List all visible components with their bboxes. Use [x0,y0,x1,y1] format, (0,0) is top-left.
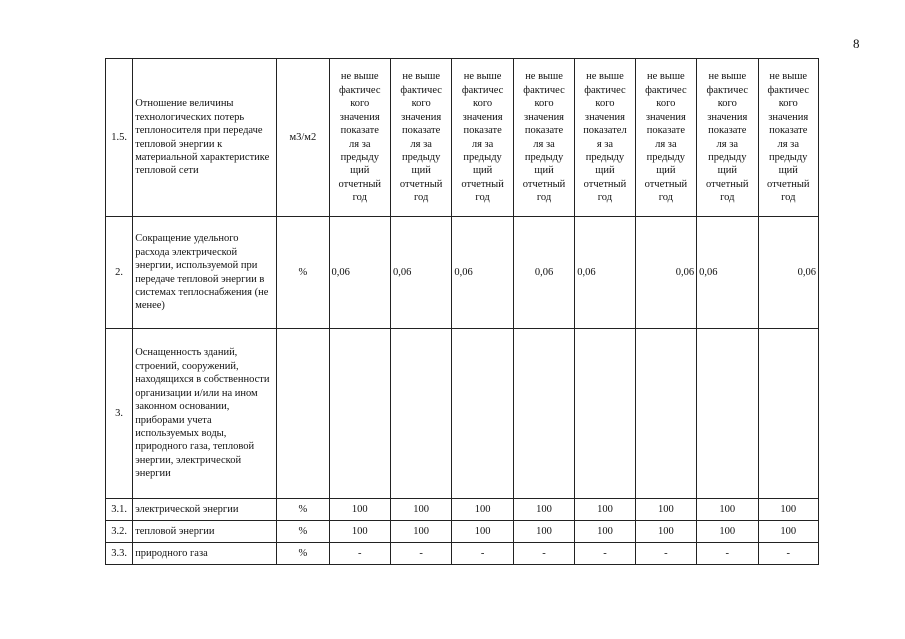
value-cell: 100 [758,499,819,521]
row-unit [277,329,329,499]
value-cell: 100 [575,521,635,543]
table-row [106,217,819,329]
row-name: Сокращение удельного расхода электрической энергии, используемой при передаче тепловой энергии в системах теплоснабжения (не менее) [133,217,277,329]
value-cell [635,329,696,499]
value-cell: 0,06 [575,217,635,329]
indicators-table [105,58,819,565]
row-number: 3.1. [106,499,133,521]
value-cell: 100 [635,521,696,543]
row-number: 1.5. [106,59,133,217]
value-cell [513,329,574,499]
value-cell: 100 [390,521,451,543]
value-cell: 0,06 [329,217,390,329]
value-cell: не выше фактичес кого значения показате ля за предыду щий отчетный год [390,59,451,217]
row-unit: % [277,543,329,565]
value-cell: не выше фактичес кого значения показател я за предыду щий отчетный год [575,59,635,217]
value-cell: 100 [635,499,696,521]
row-name: тепловой энергии [133,521,277,543]
row-unit: % [277,521,329,543]
value-cell: 100 [390,499,451,521]
value-cell: не выше фактичес кого значения показате ля за предыду щий отчетный год [329,59,390,217]
row-name: Оснащенность зданий, строений, сооружений, находящихся в собственности организации и/или на ином законном основании, приборами учета используемых воды, природного газа, тепловой энергии, электрической энергии [133,329,277,499]
value-cell: - [329,543,390,565]
value-cell: не выше фактичес кого значения показате ля за предыду щий отчетный год [513,59,574,217]
value-cell: 0,06 [513,217,574,329]
value-cell: 0,06 [390,217,451,329]
table-row [106,499,819,521]
value-cell: 100 [329,499,390,521]
value-cell [390,329,451,499]
row-name: Отношение величины технологических потерь теплоносителя при передаче тепловой энергии к материальной характеристике тепловой сети [133,59,277,217]
value-cell: не выше фактичес кого значения показате ля за предыду щий отчетный год [452,59,513,217]
row-name: электрической энергии [133,499,277,521]
value-cell: не выше фактичес кого значения показате ля за предыду щий отчетный год [758,59,819,217]
value-cell: 0,06 [697,217,758,329]
value-cell: - [635,543,696,565]
row-unit: % [277,217,329,329]
value-cell: - [758,543,819,565]
table-row [106,543,819,565]
row-number: 3. [106,329,133,499]
value-cell [758,329,819,499]
value-cell: 100 [452,521,513,543]
value-cell [697,329,758,499]
value-cell [452,329,513,499]
value-cell: 0,06 [452,217,513,329]
value-cell: 100 [329,521,390,543]
row-number: 2. [106,217,133,329]
value-cell: 100 [513,499,574,521]
value-cell: 0,06 [758,217,819,329]
value-cell: 100 [758,521,819,543]
value-cell: - [697,543,758,565]
value-cell: - [513,543,574,565]
page-number: 8 [853,36,860,51]
value-cell: 100 [575,499,635,521]
row-name: природного газа [133,543,277,565]
row-number: 3.3. [106,543,133,565]
value-cell [329,329,390,499]
value-cell: 0,06 [635,217,696,329]
value-cell: - [452,543,513,565]
row-unit: % [277,499,329,521]
value-cell: 100 [697,499,758,521]
value-cell: - [575,543,635,565]
value-cell [575,329,635,499]
table-row [106,329,819,499]
table-row [106,521,819,543]
table-row [106,59,819,217]
value-cell: 100 [513,521,574,543]
value-cell: не выше фактичес кого значения показате ля за предыду щий отчетный год [635,59,696,217]
value-cell: - [390,543,451,565]
value-cell: 100 [452,499,513,521]
row-unit: м3/м2 [277,59,329,217]
row-number: 3.2. [106,521,133,543]
value-cell: не выше фактичес кого значения показате ля за предыду щий отчетный год [697,59,758,217]
value-cell: 100 [697,521,758,543]
